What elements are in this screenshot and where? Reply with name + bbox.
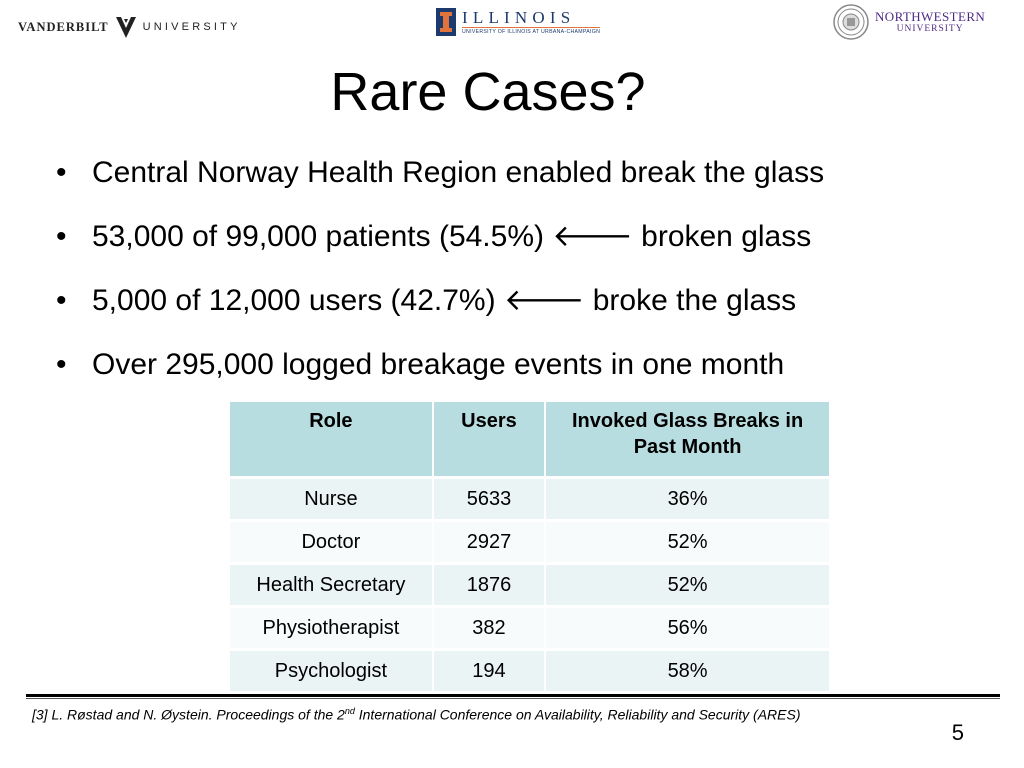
left-arrow-icon: 🡐 [503,284,585,317]
footer-divider-shadow [26,698,1000,699]
cell-role: Nurse [230,478,433,521]
bullet-text: Central Norway Health Region enabled break the glass [92,156,825,189]
vanderbilt-logo-right-text: UNIVERSITY [142,21,241,33]
northwestern-logo [833,4,985,40]
cell-breaks: 56% [545,607,829,650]
table-row [230,650,829,693]
bullet-text: 5,000 of 12,000 users (42.7%) [92,284,496,317]
vanderbilt-logo [18,14,241,40]
bullet-suffix: broke the glass [592,284,797,317]
cell-breaks: 52% [545,564,829,607]
bullet-dot: • [56,284,67,317]
illinois-i-block-icon [436,8,456,36]
vanderbilt-v-oak-icon [115,15,137,39]
footer-divider [26,694,1000,697]
cell-breaks: 52% [545,521,829,564]
bullet-list [56,151,824,407]
bullet-item [56,279,824,323]
table-row [230,521,829,564]
bullet-item [56,215,824,259]
vanderbilt-logo-left-text: VANDERBILT [18,19,109,34]
header-glass-breaks: Invoked Glass Breaks in Past Month [545,402,829,478]
northwestern-seal-icon [833,4,869,40]
table-row [230,564,829,607]
cell-users: 2927 [433,521,545,564]
cell-breaks: 58% [545,650,829,693]
cell-role: Health Secretary [230,564,433,607]
cell-role: Doctor [230,521,433,564]
table-row [230,607,829,650]
bullet-dot: • [56,156,67,189]
bullet-dot: • [56,220,67,253]
citation [32,706,801,723]
illinois-subtitle: UNIVERSITY OF ILLINOIS AT URBANA-CHAMPAIGN [462,28,601,35]
table-header-row [230,402,829,478]
bullet-text: 53,000 of 99,000 patients (54.5%) [92,220,544,253]
cell-users: 5633 [433,478,545,521]
bullet-dot: • [56,348,67,381]
northwestern-university: UNIVERSITY [896,23,964,34]
bullet-suffix: broken glass [641,220,812,253]
left-arrow-icon: 🡐 [552,220,633,253]
bullet-item [56,151,824,195]
header-users: Users [433,402,545,478]
cell-users: 1876 [433,564,545,607]
page-number: 5 [951,720,964,745]
illinois-logo [436,8,600,36]
illinois-wordmark: ILLINOIS [462,9,600,28]
citation-pre: [3] L. Røstad and N. Øystein. Proceedings of the 2 [32,706,345,723]
header-role: Role [230,402,433,478]
citation-sup: nd [344,706,355,716]
cell-breaks: 36% [545,478,829,521]
citation-post: International Conference on Availability, Reliability and Security (ARES) [354,706,801,723]
slide-title: Rare Cases? [330,62,646,122]
cell-users: 382 [433,607,545,650]
bullet-item [56,343,824,387]
cell-role: Psychologist [230,650,433,693]
cell-users: 194 [433,650,545,693]
roles-table [230,402,829,694]
bullet-text: Over 295,000 logged breakage events in one month [92,348,785,381]
northwestern-name: NORTHWESTERN [875,8,986,24]
cell-role: Physiotherapist [230,607,433,650]
table-row [230,478,829,521]
